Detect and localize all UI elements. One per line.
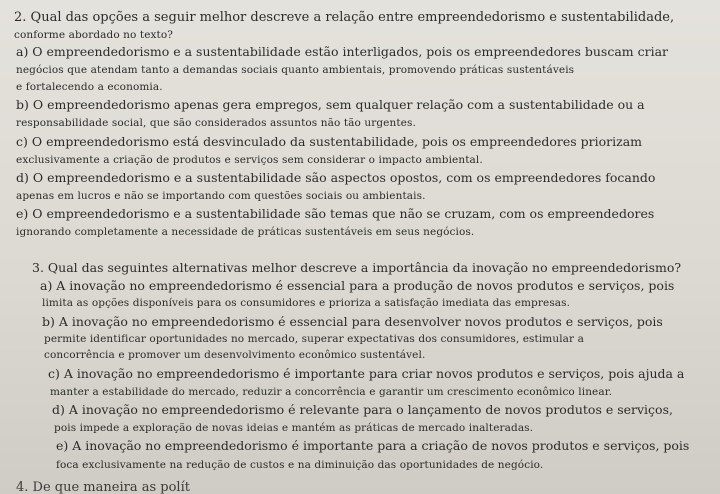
question-2-option-a-line-1: a) O empreendedorismo e a sustentabilidade estão interligados, pois os empreendedores buscam criar — [16, 44, 669, 59]
question-2-option-e-line-1: e) O empreendedorismo e a sustentabilidade são temas que não se cruzam, com os empreendedores — [16, 206, 655, 221]
question-3-option-d-line-2: pois impede a exploração de novas ideias e mantém as práticas de mercado inalteradas. — [54, 422, 534, 434]
question-2-option-b-line-1: b) O empreendedorismo apenas gera empregos, sem qualquer relação com a sustentabilidade ou a — [16, 97, 645, 112]
question-4-title-partial: 4. De que maneira as polít — [16, 480, 190, 494]
question-3-option-c-line-1: c) A inovação no empreendedorismo é importante para criar novos produtos e serviços, pois ajuda a — [48, 366, 685, 381]
question-3-option-b-line-1: b) A inovação no empreendedorismo é essencial para desenvolver novos produtos e serviços, pois — [42, 314, 663, 329]
question-2-option-d-line-1: d) O empreendedorismo e a sustentabilidade são aspectos opostos, com os empreendedores focando — [16, 170, 656, 185]
question-3-option-e-line-1: e) A inovação no empreendedorismo é importante para a criação de novos produtos e serviços, pois — [56, 438, 690, 453]
question-2-option-e-line-2: ignorando completamente a necessidade de práticas sustentáveis em seus negócios. — [16, 226, 475, 238]
question-3-option-d-line-1: d) A inovação no empreendedorismo é relevante para o lançamento de novos produtos e serviços, — [52, 402, 673, 417]
question-3-option-b-line-3: concorrência e promover um desenvolvimento econômico sustentável. — [44, 349, 426, 361]
question-2-option-c-line-2: exclusivamente a criação de produtos e serviços sem considerar o impacto ambiental. — [16, 154, 483, 166]
question-2-title-line-2: conforme abordado no texto? — [14, 29, 174, 41]
question-3-option-a-line-2: limita as opções disponíveis para os consumidores e prioriza a satisfação imediata das empresas. — [42, 297, 571, 309]
question-2-option-a-line-3: e fortalecendo a economia. — [16, 81, 163, 93]
question-3-option-b-line-2: permite identificar oportunidades no mercado, superar expectativas dos consumidores, estimular a — [44, 333, 584, 345]
question-3-option-c-line-2: manter a estabilidade do mercado, reduzir a concorrência e garantir um crescimento econômico linear. — [50, 386, 613, 398]
question-2-option-d-line-2: apenas em lucros e não se importando com questões sociais ou ambientais. — [16, 190, 426, 202]
question-2-option-b-line-2: responsabilidade social, que são considerados assuntos não tão urgentes. — [16, 117, 416, 129]
question-2-option-a-line-2: negócios que atendam tanto a demandas sociais quanto ambientais, promovendo práticas sustentáveis — [16, 64, 575, 76]
question-2-option-c-line-1: c) O empreendedorismo está desvinculado da sustentabilidade, pois os empreendedores priorizam — [16, 134, 643, 149]
question-3-option-a-line-1: a) A inovação no empreendedorismo é essencial para a produção de novos produtos e serviços, pois — [40, 278, 675, 293]
question-2-title-line-1: 2. Qual das opções a seguir melhor descreve a relação entre empreendedorismo e sustentabilidade, — [14, 10, 675, 25]
question-3-title: 3. Qual das seguintes alternativas melhor descreve a importância da inovação no empreendedorismo? — [32, 260, 682, 275]
question-3-option-e-line-2: foca exclusivamente na redução de custos e na diminuição das oportunidades de negócio. — [56, 459, 544, 471]
